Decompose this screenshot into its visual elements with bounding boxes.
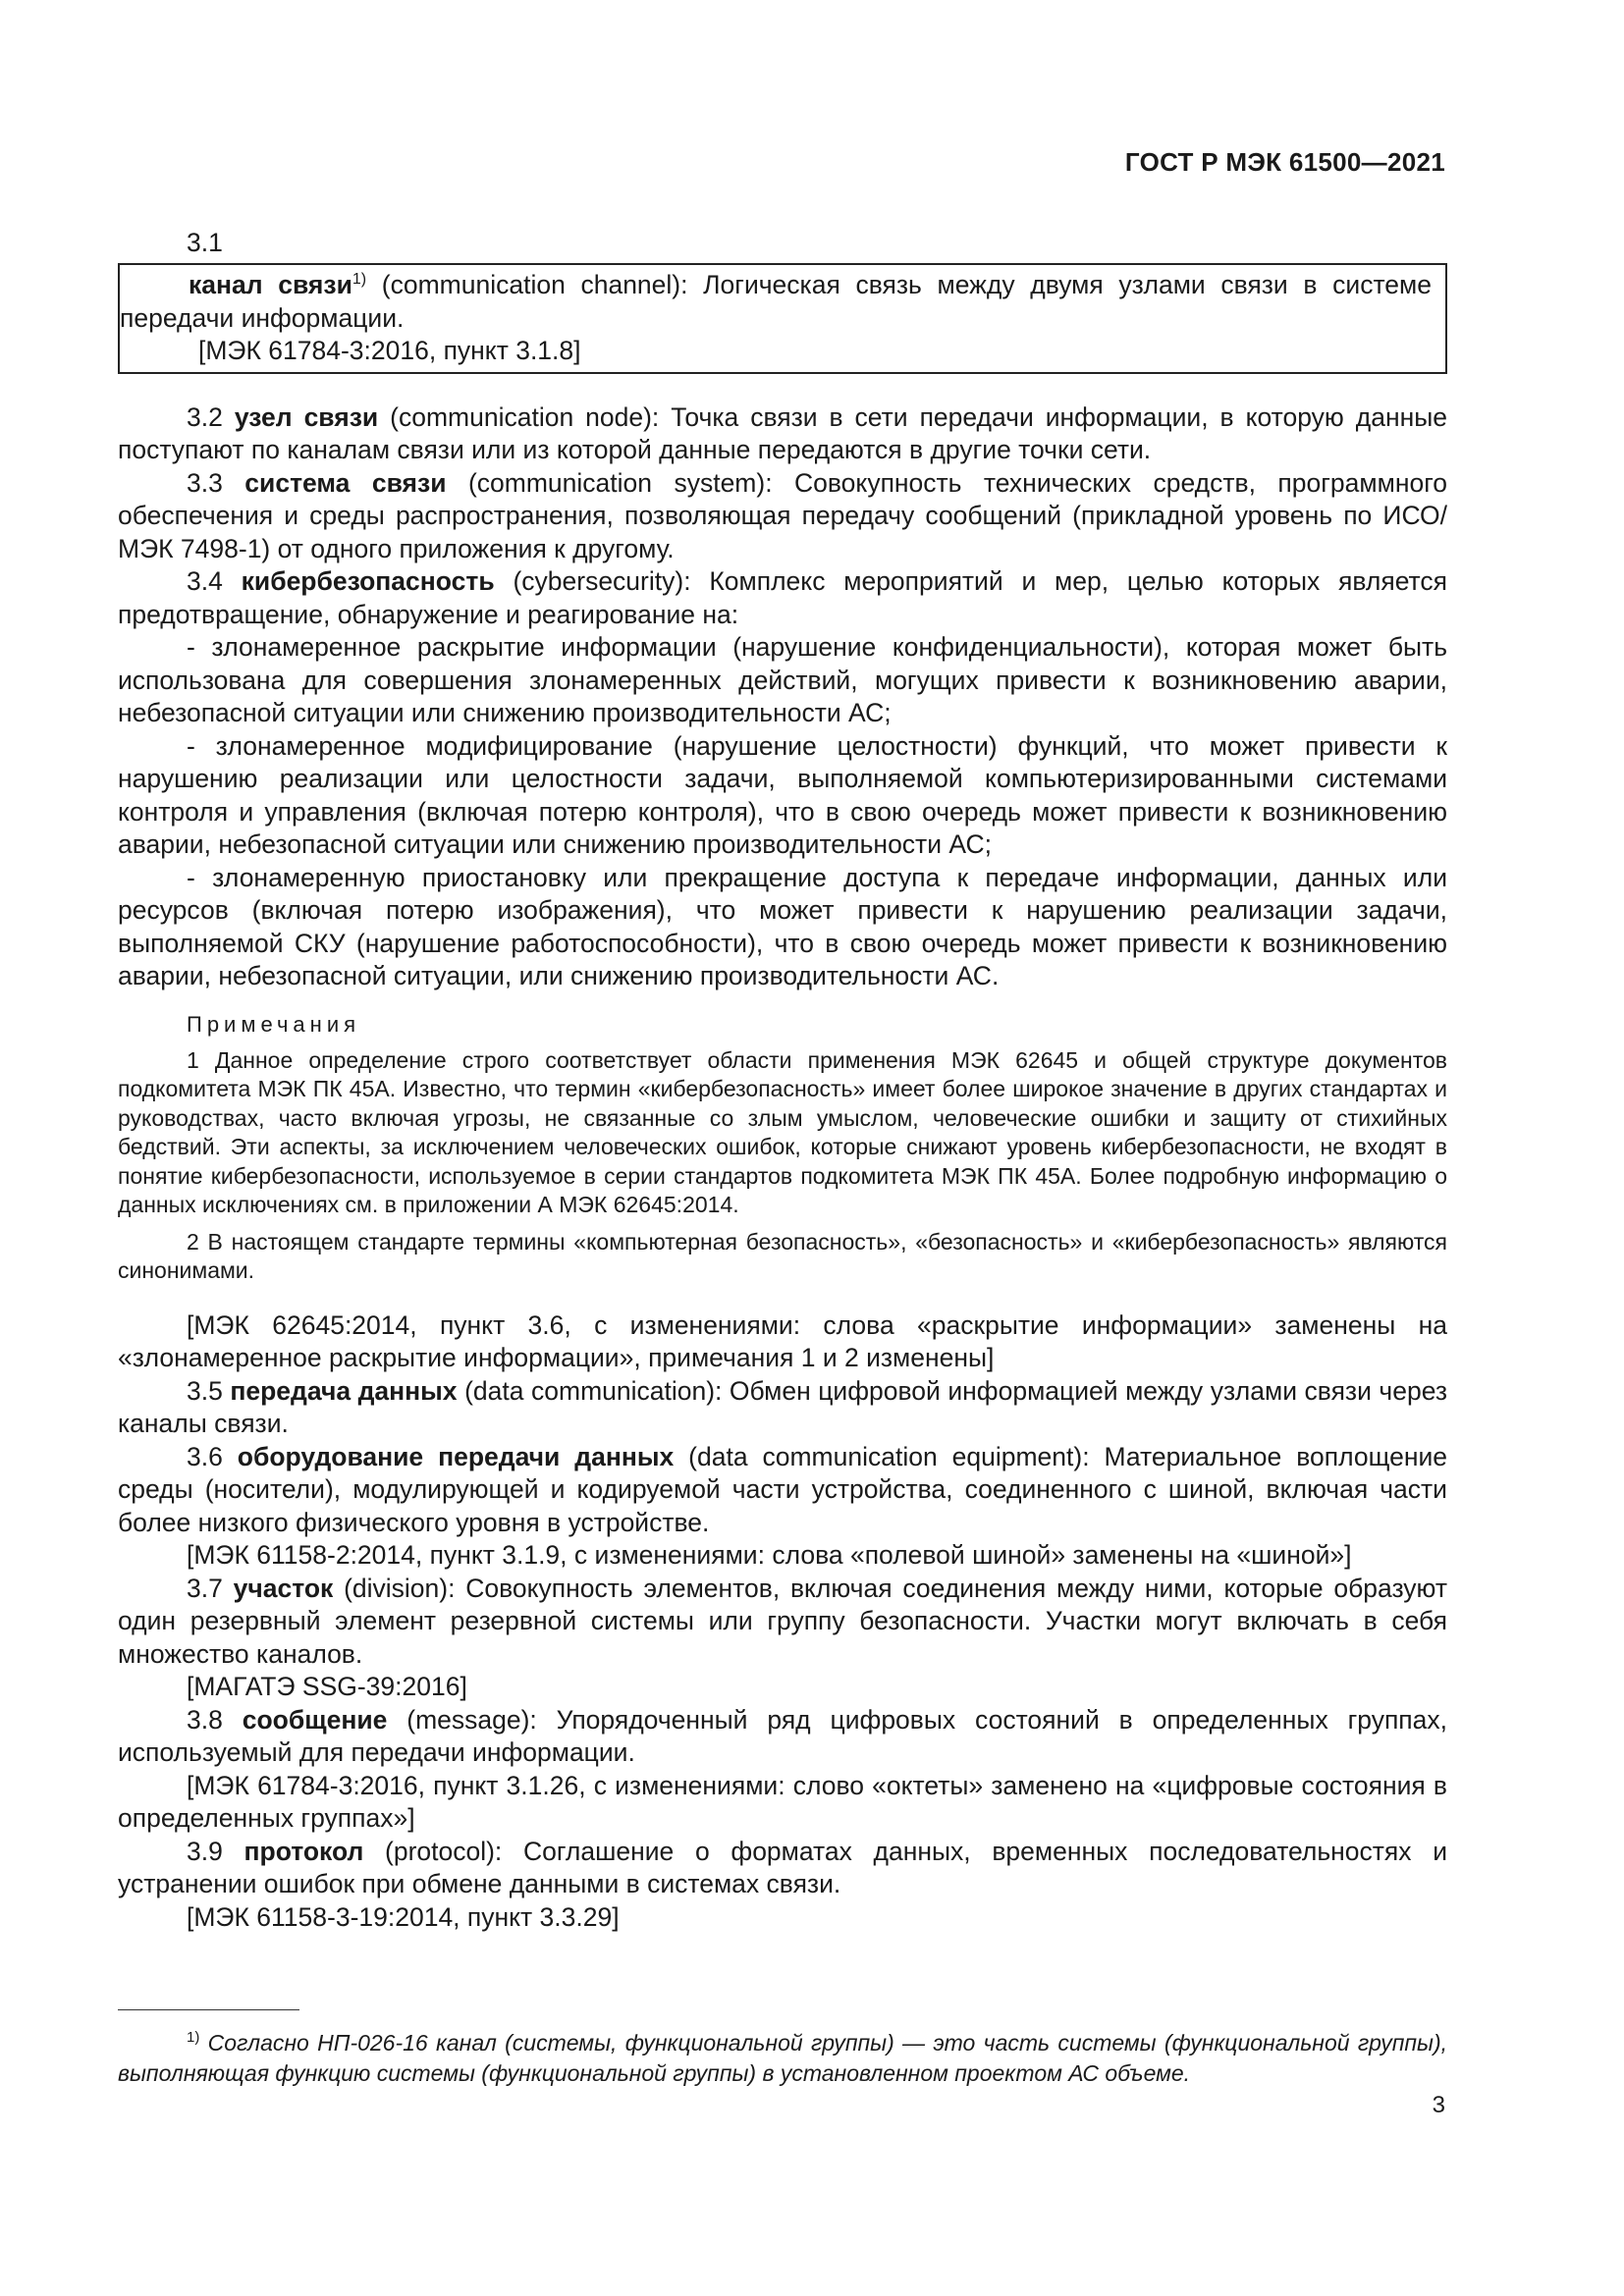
- term-title: протокол: [244, 1836, 364, 1866]
- term-3-8: [118, 1704, 1447, 1770]
- term-number: 3.5: [187, 1375, 231, 1406]
- term-title: сообщение: [242, 1704, 388, 1735]
- standard-header: ГОСТ Р МЭК 61500—2021: [1124, 147, 1445, 177]
- cyber-list-item: - злонамеренное раскрытие информации (нарушение конфиденциальности), которая может быть использована для совершения злонамеренных действий, могущих привести к возникновению аварии, небезопасной ситуации или снижению производительности АС;: [118, 632, 1447, 727]
- term-3-8-reference: [МЭК 61784-3:2016, пункт 3.1.26, с изменениями: слово «октеты» заменено на «цифровые состояния в определенных группах»]: [118, 1770, 1447, 1833]
- term-3-1-reference: [МЭК 61784-3:2016, пункт 3.1.8]: [198, 336, 581, 365]
- term-3-4: [118, 565, 1447, 631]
- notes-heading: Примечания: [187, 1011, 361, 1037]
- term-number: 3.4: [187, 566, 242, 596]
- term-title: оборудование передачи данных: [237, 1441, 675, 1471]
- term-definition: (message): Упорядоченный ряд цифровых состояний в определенных группах, используемый для передачи информации.: [118, 1704, 1447, 1767]
- term-3-6-reference: [МЭК 61158-2:2014, пункт 3.1.9, с изменениями: слова «полевой шиной» заменены на «шиной»]: [187, 1540, 1352, 1570]
- term-3-1-definition: [120, 269, 1445, 335]
- term-number: 3.8: [187, 1704, 243, 1735]
- term-number: 3.6: [187, 1441, 238, 1471]
- note-item: 1 Данное определение строго соответствует области применения МЭК 62645 и общей структуре документов подкомитета МЭК ПК 45А. Известно, что термин «кибербезопасность» имеет более широкое значение в других стандартах и руководствах, часто включая угрозы, не связанные со злым умыслом, человеческие ошибки и защиту от стихийных бедствий. Эти аспекты, за исключением человеческих ошибок, которые снижают уровень кибербезопасности, не входят в понятие кибербезопасности, используемое в серии стандартов подкомитета МЭК ПК 45А. Более подробную информацию о данных исключениях см. в приложении А МЭК 62645:2014.: [118, 1046, 1447, 1217]
- term-title: участок: [233, 1573, 334, 1603]
- footnote: [118, 2028, 1447, 2089]
- term-definition: (communication node): Точка связи в сети передачи информации, в которую данные поступают по каналам связи или из которой данные передаются в другие точки сети.: [118, 401, 1447, 464]
- term-number: 3.3: [187, 467, 245, 498]
- term-3-7-reference: [МАГАТЭ SSG-39:2016]: [187, 1672, 467, 1701]
- term-definition: (data communication): Обмен цифровой информацией между узлами связи через каналы связи.: [118, 1375, 1448, 1438]
- term-definition: (data communication equipment): Материальное воплощение среды (носители), модулирующей и кодируемой части устройства, соединенного с шиной, включая части более низкого физического уровня в устройстве.: [118, 1441, 1447, 1537]
- term-3-1-box: [118, 263, 1447, 374]
- footnote-marker: 1): [352, 271, 367, 288]
- main-text: [118, 228, 1447, 1934]
- term-number: 3.9: [187, 1836, 244, 1866]
- page-number: 3: [1432, 2092, 1445, 2118]
- term-title: система связи: [244, 467, 447, 498]
- term-3-1-number: 3.1: [187, 228, 223, 257]
- term-3-9-reference: [МЭК 61158-3-19:2014, пункт 3.3.29]: [187, 1901, 620, 1932]
- term-definition: (cybersecurity): Комплекс мероприятий и мер, целью которых является предотвращение, обнаружение и реагирование на:: [118, 566, 1447, 629]
- term-title: кибербезопасность: [241, 566, 495, 596]
- term-3-4-reference: [МЭК 62645:2014, пункт 3.6, с изменениями: слова «раскрытие информации» заменены на «злонамеренное раскрытие информации», примечания 1 и 2 изменены]: [118, 1309, 1447, 1372]
- footnote-number: 1): [187, 2029, 200, 2046]
- term-title: передача данных: [230, 1375, 458, 1406]
- term-definition: (communication system): Совокупность технических средств, программного обеспечения и среды распространения, позволяющая передачу сообщений (прикладной уровень по ИСО/МЭК 7498-1) от одного приложения к другому.: [118, 467, 1448, 563]
- footnote-text: Согласно НП-026-16 канал (системы, функциональной группы) — это часть системы (функциональной группы), выполняющая функцию системы (функциональной группы) в установленном проектом АС объеме.: [118, 2030, 1447, 2086]
- term-3-3: [118, 467, 1447, 566]
- term-number: 3.2: [187, 401, 235, 432]
- term-3-7: [118, 1573, 1447, 1672]
- term-3-1-term: канал связи: [189, 270, 352, 299]
- term-definition: (protocol): Соглашение о форматах данных, временных последовательностях и устранении ошибок при обмене данными в системах связи.: [118, 1836, 1447, 1898]
- cyber-list-item: - злонамеренную приостановку или прекращение доступа к передаче информации, данных или ресурсов (включая потерю изображения), что может привести к нарушению реализации задачи, выполняемой СКУ (нарушение работоспособности), что в свою очередь может привести к возникновению аварии, небезопасной ситуации, или снижению производительности АС.: [118, 862, 1447, 990]
- term-3-6: [118, 1441, 1447, 1540]
- term-3-2: [118, 401, 1447, 467]
- term-3-1-text: (communication channel): Логическая связь между двумя узлами связи в системе передачи информации.: [120, 270, 1432, 333]
- footnote-divider: [118, 2009, 299, 2010]
- term-number: 3.7: [187, 1573, 234, 1603]
- note-item: 2 В настоящем стандарте термины «компьютерная безопасность», «безопасность» и «кибербезопасность» являются синонимами.: [118, 1228, 1447, 1283]
- term-3-9: [118, 1836, 1447, 1901]
- term-title: узел связи: [234, 401, 379, 432]
- term-3-5: [118, 1375, 1447, 1441]
- term-definition: (division): Совокупность элементов, включая соединения между ними, которые образуют один резервный элемент резервной системы или группу безопасности. Участки могут включать в себя множество каналов.: [118, 1573, 1447, 1669]
- cyber-list-item: - злонамеренное модифицирование (нарушение целостности) функций, что может привести к нарушению реализации или целостности задачи, выполняемой компьютеризированными системами контроля и управления (включая потерю контроля), что в свою очередь может привести к возникновению аварии, небезопасной ситуации или снижению производительности АС;: [118, 730, 1447, 859]
